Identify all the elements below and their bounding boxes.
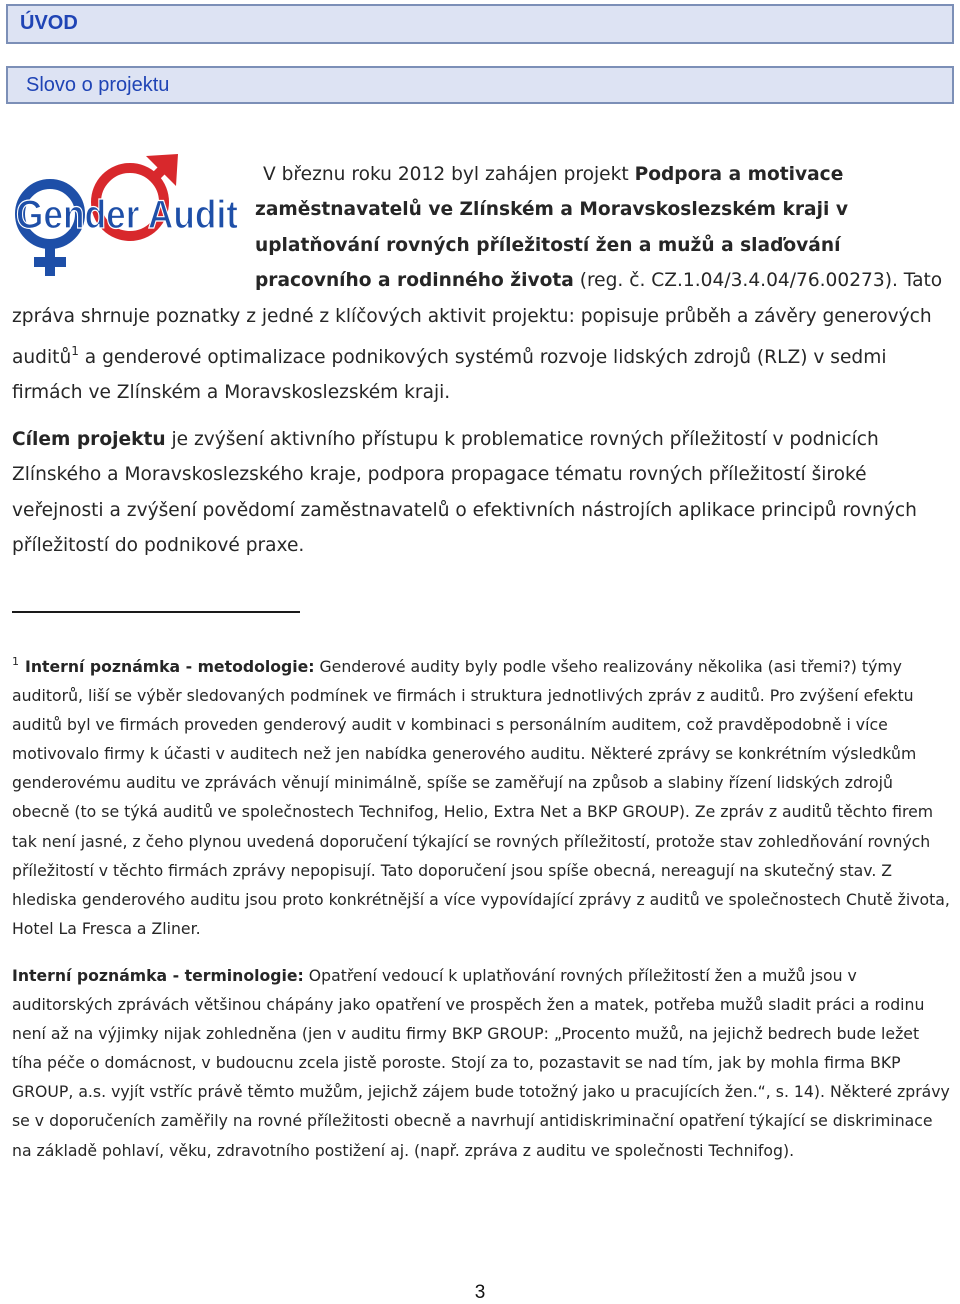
goal-paragraph	[12, 422, 954, 564]
footnote-mark: 1	[12, 655, 19, 668]
section-heading-text: ÚVOD	[20, 12, 78, 34]
page-number: 3	[474, 1282, 486, 1303]
intro-paragraph	[12, 157, 952, 411]
intro-text-2: (reg. č. CZ.1.04/3.4.04/76.00273). Tato zpráva shrnuje poznatky z jedné z klíčových aktivit projektu: popisuje průběh a závěry generových auditů	[12, 270, 943, 369]
subsection-heading	[6, 66, 954, 104]
section-heading	[6, 4, 954, 44]
footnote-methodology	[12, 647, 952, 943]
footnote-terminology-text: Opatření vedoucí k uplatňování rovných příležitostí žen a mužů jsou v auditorských zprávách většinou chápány jako opatření ve prospěch žen a matek, potřeba mužů sladit práci a rodinu není až na výjimky nijak zohledněna (jen v auditu firmy BKP GROUP: „Procento mužů, na jejichž bedrech bude ležet tíha péče o domácnost, v budoucnu zcela jistě poroste. Stojí za to, pozastavit se nad tím, jak by mohla firma BKP GROUP, a.s. vyjít vstříc právě těmto mužům, jejichž zájem bude totožný jako u pracujících žen.“, s. 14). Některé zprávy se v doporučeních zaměřily na rovné příležitosti obecně a navrhují antidiskriminační opatření týkající se diskriminace na základě pohlaví, věku, zdravotního postižení aj. (např. zpráva z auditu ve společnosti Technifog).	[12, 966, 950, 1160]
footnote-methodology-text: Genderové audity byly podle všeho realizovány několika (asi třemi?) týmy auditorů, liší se výběr sledovaných podmínek ve firmách i struktura jednotlivých zpráv z auditů. Pro zvýšení efektu auditů byl ve firmách proveden genderový audit v kombinaci s personálním auditem, což pravděpodobně i více motivovalo firmy k účasti v auditech než jen nabídka generového auditu. Některé zprávy se konkrétním výsledkům genderovému auditu ve zprávách věnují minimálně, spíše se zaměřují na způsob a slabiny řízení lidských zdrojů obecně (to se týká auditů ve společnostech Technifog, Helio, Extra Net a BKP GROUP). Ze zpráv z auditů těchto firem tak není jasné, z čeho plynou uvedená doporučení týkající se rovných příležitostí, protože stav zohledňování rovných příležitostí v těchto firmách zprávy nepopisují. Tato doporučení jsou spíše obecná, nereagují na skutečný stav. Z hlediska genderového auditu jsou proto konkrétnější a více vypovídající zprávy z auditů ve společnostech Chutě života, Hotel La Fresca a Zliner.	[12, 657, 950, 938]
goal-label: Cílem projektu	[12, 429, 166, 450]
footnote-separator	[12, 611, 300, 613]
footnote-reference[interactable]: 1	[71, 344, 79, 359]
project-name: Podpora a motivace zaměstnavatelů ve Zlínském a Moravskoslezském kraji v uplatňování rovných příležitostí žen a mužů a slaďování pracovního a rodinného života	[255, 164, 848, 292]
goal-text: je zvýšení aktivního přístupu k problematice rovných příležitostí v podnicích Zlínského a Moravskoslezského kraje, podpora propagace tématu rovných příležitostí široké veřejnosti a zvýšení povědomí zaměstnavatelů o efektivních nástrojích aplikace principů rovných příležitostí do podnikové praxe.	[12, 429, 917, 557]
footnote-terminology	[12, 961, 952, 1165]
logo-text: Gender Audit	[16, 193, 238, 237]
footnote-methodology-label: Interní poznámka - metodologie:	[25, 657, 315, 676]
intro-text-1: V březnu roku 2012 byl zahájen projekt	[263, 164, 635, 185]
subsection-heading-text: Slovo o projektu	[26, 74, 170, 96]
intro-text-3: a genderové optimalizace podnikových systémů rozvoje lidských zdrojů (RLZ) v sedmi firmách ve Zlínském a Moravskoslezském kraji.	[12, 347, 887, 404]
footnote-terminology-label: Interní poznámka - terminologie:	[12, 966, 304, 985]
